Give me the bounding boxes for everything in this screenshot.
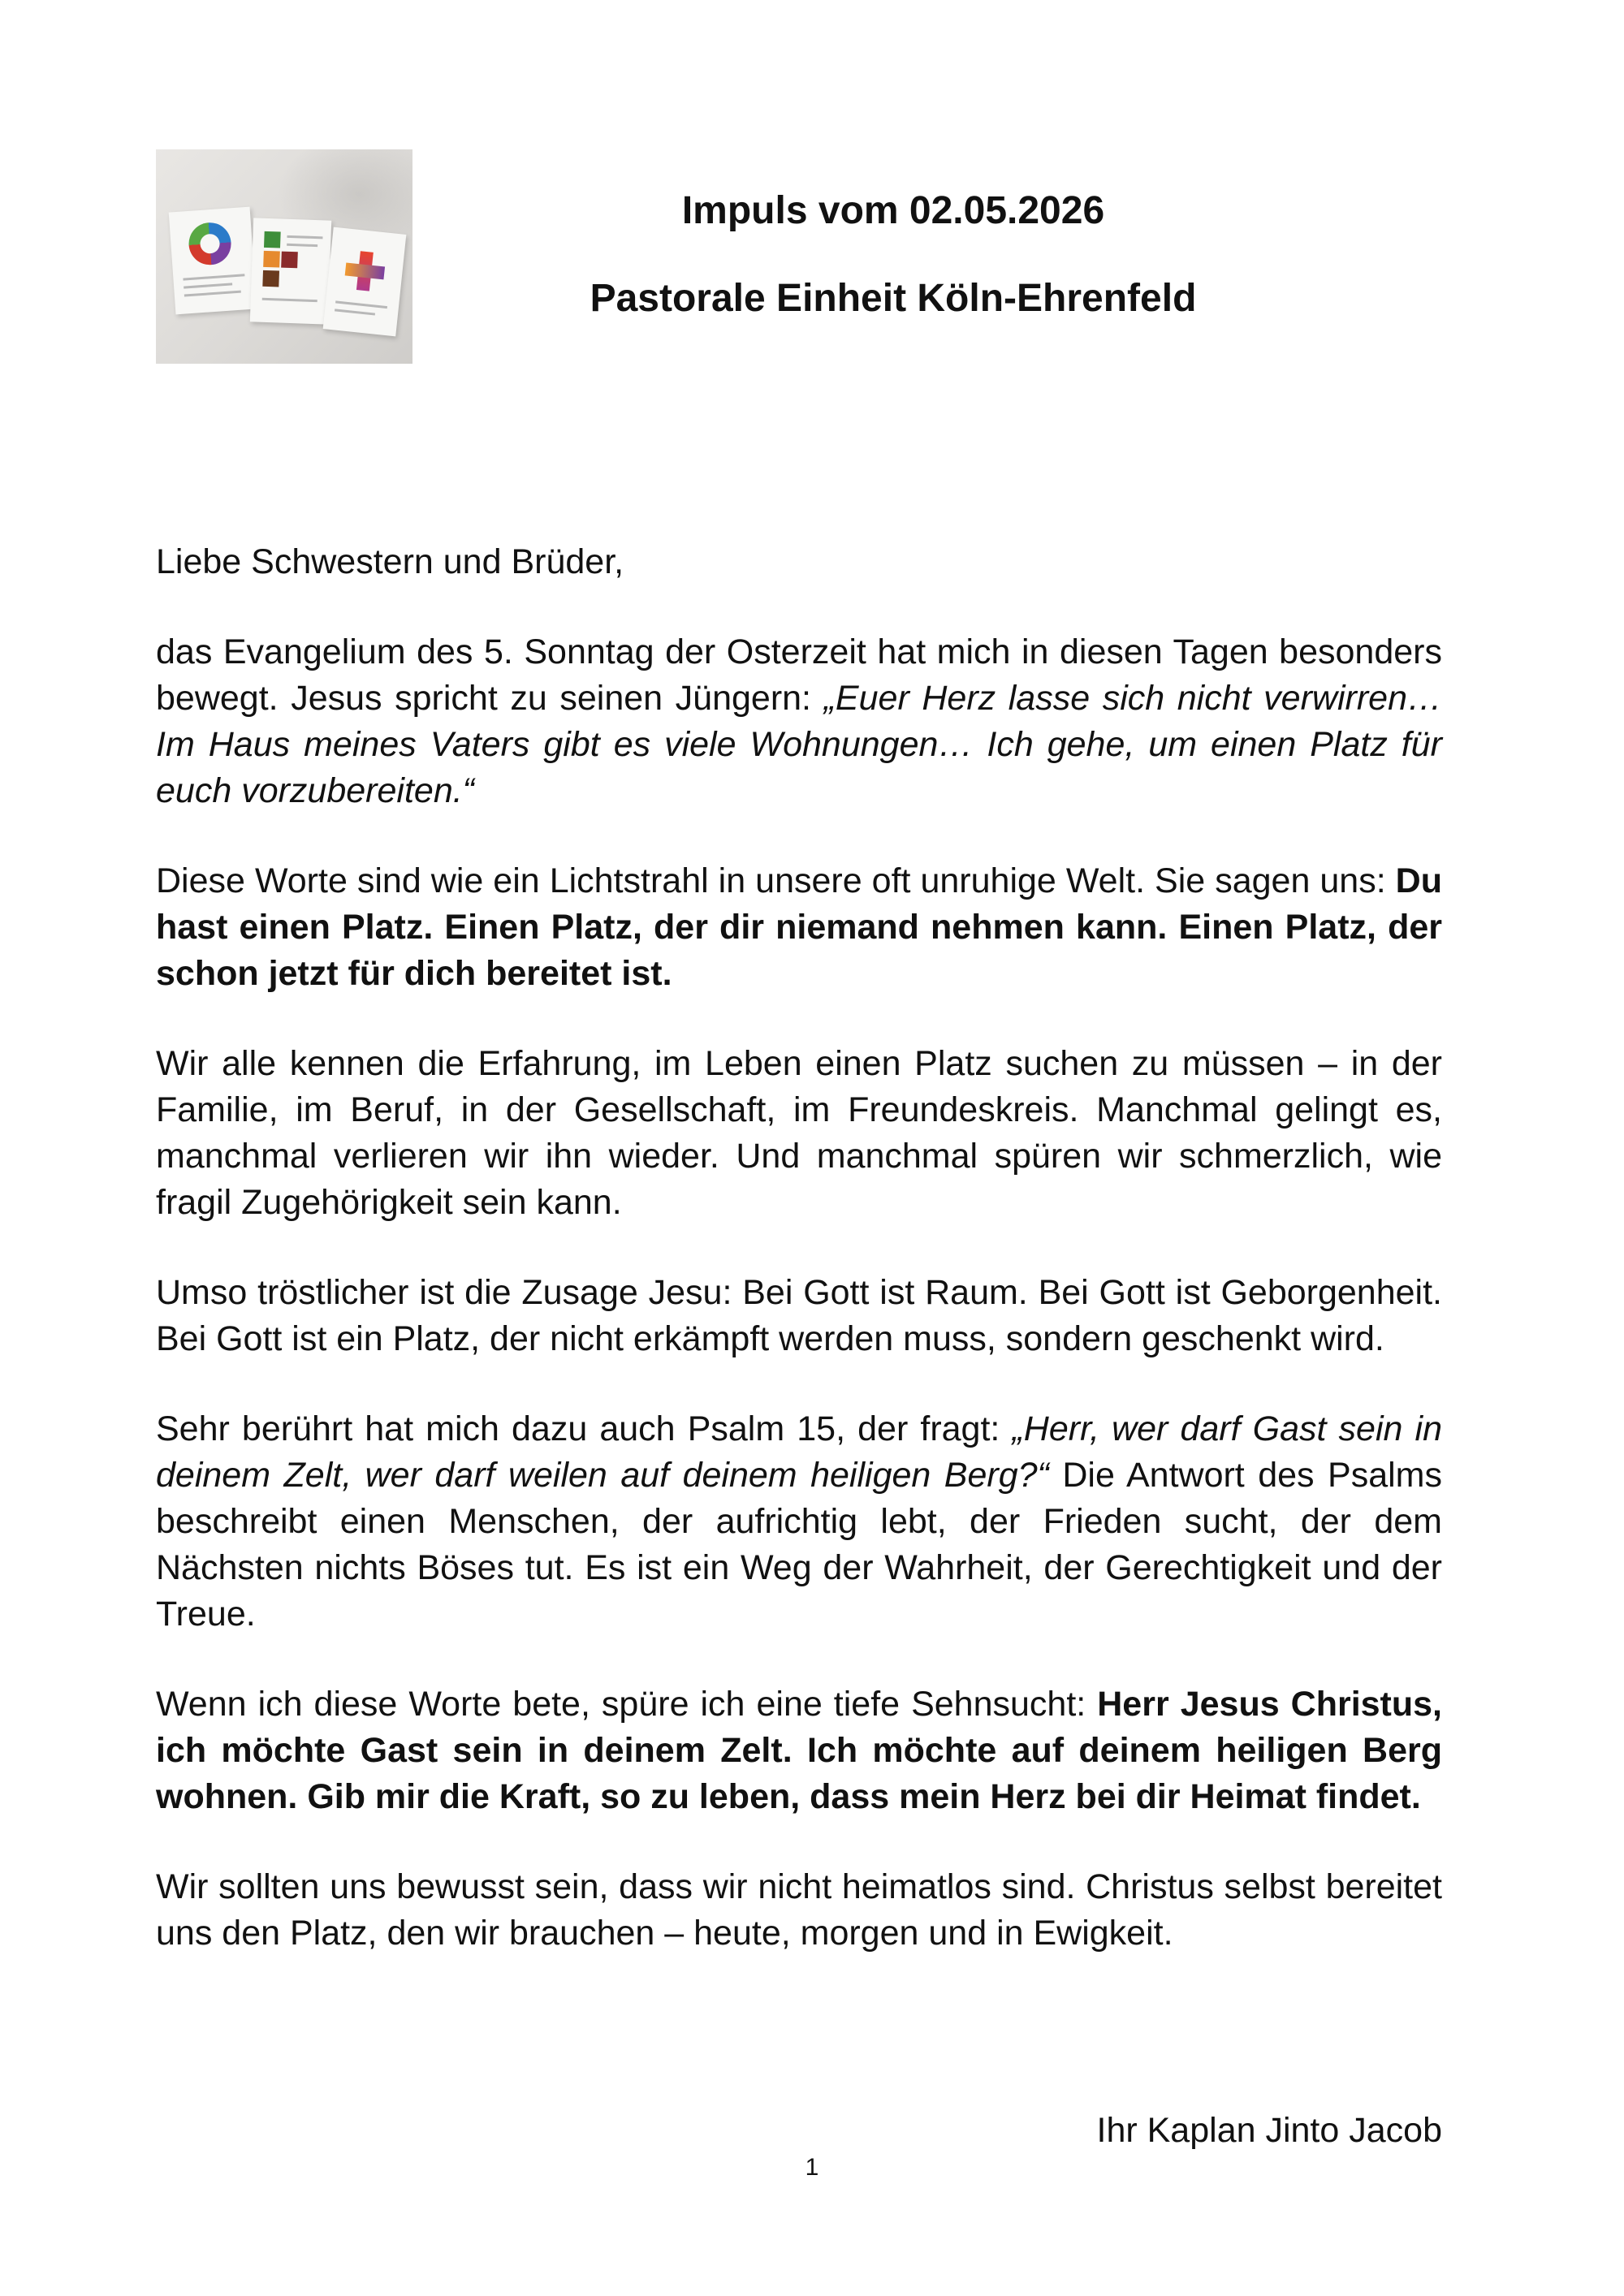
paragraph-text: das Evangelium des 5. Sonntag der Osterzeit hat mich in diesen Tagen besonders bewegt. Jesus spricht zu seinen Jüngern: (156, 632, 1442, 718)
paragraph-light (156, 858, 1442, 997)
logo-text-line (183, 274, 244, 280)
emphasis-text: Du hast einen Platz. Einen Platz, der dir niemand nehmen kann. Einen Platz, der schon jetzt für dich bereitet ist. (156, 861, 1442, 993)
paragraph-text: Die Antwort des Psalms beschreibt einen Menschen, der aufrichtig lebt, der Frieden sucht, der dem Nächsten nichts Böses tut. Es ist ein Weg der Wahrheit, der Gerechtigkeit und der Treue. (156, 1456, 1443, 1634)
logo-text-line (184, 291, 241, 297)
logo-text-line (287, 244, 317, 247)
signature: Ihr Kaplan Jinto Jacob (1096, 2111, 1442, 2150)
logo-text-line (287, 235, 322, 240)
page-subtitle: Pastorale Einheit Köln-Ehrenfeld (590, 277, 1197, 320)
paragraph-psalm (156, 1406, 1442, 1638)
star-icon (188, 221, 233, 266)
logo-text-line (335, 309, 375, 315)
paragraph-text: Wenn ich diese Worte bete, spüre ich eine tiefe Sehnsucht: (156, 1685, 1098, 1724)
paragraph-text: Diese Worte sind wie ein Lichtstrahl in unsere oft unruhige Welt. Sie sagen uns: (156, 861, 1396, 900)
orange-square-icon (263, 251, 280, 268)
psalm-quote: „Herr, wer darf Gast sein in deinem Zelt, wer darf weilen auf deinem heiligen Berg?“ (156, 1409, 1442, 1495)
pastoral-unit-logo (156, 149, 412, 364)
letter-greeting: Liebe Schwestern und Brüder, (156, 542, 624, 581)
paragraph-prayer (156, 1681, 1442, 1820)
gospel-quote: „Euer Herz lasse sich nicht verwirren… Im Haus meines Vaters gibt es viele Wohnungen… Ich gehe, um einen Platz für euch vorzubereiten.“ (156, 679, 1442, 810)
green-square-icon (264, 231, 281, 248)
logo-card-squares (250, 218, 331, 324)
paragraph-experience: Wir alle kennen die Erfahrung, im Leben einen Platz suchen zu müssen – in der Familie, im Beruf, in der Gesellschaft, im Freundeskreis. Manchmal gelingt es, manchmal verlieren wir ihn wieder. Und manchmal spüren wir schmerzlich, wie fragil Zugehörigkeit sein kann. (156, 1044, 1442, 1222)
red-square-icon (281, 252, 298, 269)
logo-card-cross (323, 227, 407, 337)
logo-card-star (169, 207, 257, 315)
logo-text-line (184, 283, 232, 288)
cross-icon-bar (345, 263, 385, 280)
brown-square-icon (262, 270, 279, 287)
paragraph-promise: Umso tröstlicher ist die Zusage Jesu: Bei Gott ist Raum. Bei Gott ist Geborgenheit. Bei Gott ist ein Platz, der nicht erkämpft werden muss, sondern geschenkt wird. (156, 1273, 1442, 1358)
page-number: 1 (805, 2154, 819, 2181)
letter-body (156, 539, 1442, 2000)
paragraph-gospel (156, 629, 1442, 814)
page-title: Impuls vom 02.05.2026 (681, 189, 1105, 232)
logo-text-line (262, 298, 317, 302)
logo-text-line (335, 300, 387, 309)
paragraph-closing: Wir sollten uns bewusst sein, dass wir nicht heimatlos sind. Christus selbst bereitet uns den Platz, den wir brauchen – heute, morgen und in Ewigkeit. (156, 1867, 1442, 1953)
prayer-text: Herr Jesus Christus, ich möchte Gast sein in deinem Zelt. Ich möchte auf deinem heiligen Berg wohnen. Gib mir die Kraft, so zu leben, dass mein Herz bei dir Heimat findet. (156, 1685, 1442, 1816)
paragraph-text: Sehr berührt hat mich dazu auch Psalm 15, der fragt: (156, 1409, 1013, 1448)
